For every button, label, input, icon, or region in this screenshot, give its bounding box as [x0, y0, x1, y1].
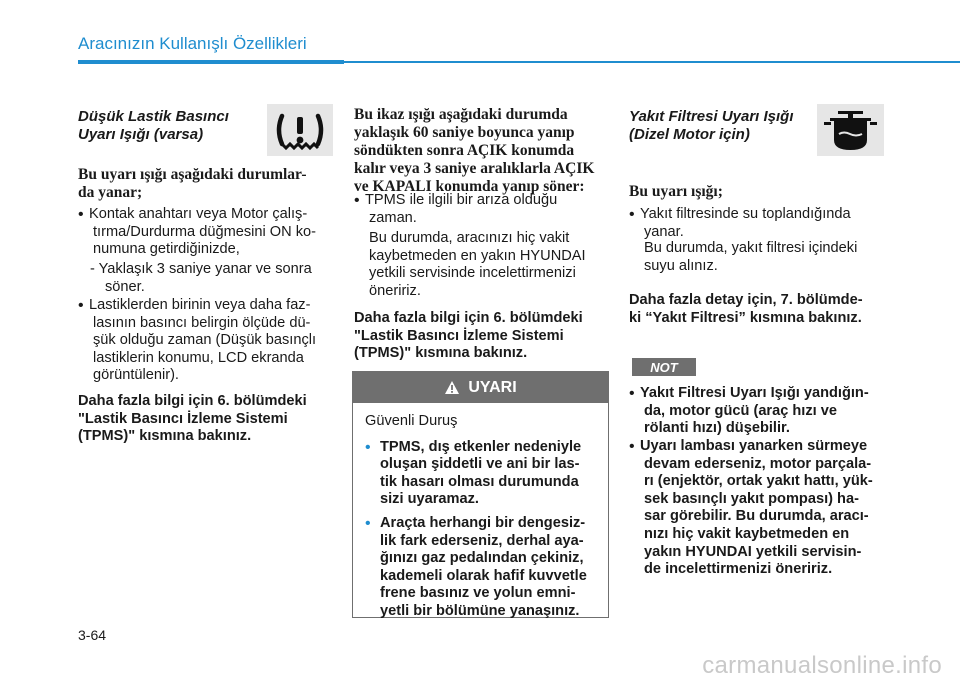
text-line: Daha fazla bilgi için 6. bölümdeki	[78, 393, 307, 409]
text-line: ki “Yakıt Filtresi” kısmına bakınız.	[629, 309, 862, 326]
bullet-tpms-malfunction	[354, 192, 608, 227]
paragraph-dealer	[369, 230, 608, 300]
bullet-dot: •	[78, 297, 84, 314]
text-line: Daha fazla detay için, 7. bölümde-	[629, 292, 863, 308]
sub-item-three-seconds	[90, 261, 334, 296]
text-line: kalır veya 3 saniye aralıklarla AÇIK	[354, 160, 595, 177]
text-line: kademeli olarak hafif kuvvetle	[380, 567, 587, 584]
text-line: rölanti hızı) düşebilir.	[644, 420, 790, 437]
tire-pressure-warning-icon	[267, 104, 333, 156]
more-info-fuel-filter	[629, 292, 885, 327]
text-line: öneririz.	[369, 282, 421, 299]
bullet-low-tire	[78, 297, 334, 385]
text-line: Daha fazla bilgi için 6. bölümdeki	[354, 310, 583, 326]
more-info-tpms	[354, 310, 608, 363]
bullet-dot: •	[365, 514, 371, 532]
text-line: yaklaşık 60 saniye boyunca yanıp	[354, 124, 575, 141]
text-line: zaman.	[369, 209, 417, 226]
text-line: Bu ikaz ışığı aşağıdaki durumda	[354, 106, 568, 123]
text-line: yakın HYUNDAI yetkili servisin-	[644, 543, 862, 560]
text-line: nızı hiç vakit kaybetmeden en	[644, 525, 850, 542]
page-number: 3-64	[78, 627, 107, 643]
section-title-line: (Dizel Motor için)	[629, 126, 750, 143]
warning-bullet-tpms-limit	[365, 439, 598, 509]
text-line: Araçta herhangi bir dengesiz-	[380, 514, 586, 531]
paragraph-drain-water	[644, 240, 885, 275]
intro-paragraph	[78, 166, 334, 202]
text-line: kaybetmeden en yakın HYUNDAI	[369, 247, 586, 264]
text-line: Bu durumda, aracınızı hiç vakit	[369, 230, 570, 246]
note-bullet-power-drop	[629, 385, 885, 438]
text-line: yetli bir bölümüne yanaşınız.	[380, 602, 580, 619]
text-line: devam ederseniz, motor parçala-	[644, 455, 872, 472]
text-line: lasının basıncı belirgin ölçüde dü-	[93, 314, 311, 331]
text-line: söner.	[105, 278, 145, 295]
bullet-dot: •	[629, 385, 635, 402]
bullet-dot: •	[629, 206, 635, 223]
warning-subtitle: Güvenli Duruş	[365, 413, 458, 429]
text-line: "Lastik Basıncı İzleme Sistemi	[78, 410, 288, 427]
header-rule-thick	[78, 60, 344, 64]
section-title-line: Düşük Lastik Basıncı	[78, 108, 229, 125]
text-line: Bu durumda, yakıt filtresi içindeki	[644, 240, 858, 256]
warning-bullet-instability	[365, 515, 598, 621]
section-title-line: Uyarı Işığı (varsa)	[78, 126, 204, 143]
text-line: TPMS, dış etkenler nedeniyle	[380, 438, 582, 455]
text-line: şük olduğu zaman (Düşük basınçlı	[93, 332, 317, 349]
text-line: Yakıt Filtresi Uyarı Işığı yandığın-	[640, 385, 869, 401]
text-line: rı (enjektör, ortak yakıt hattı, yük-	[644, 473, 873, 490]
text-line: frene basınız ve yolun emni-	[380, 585, 576, 602]
text-line: "Lastik Basıncı İzleme Sistemi	[354, 327, 564, 344]
text-line: Uyarı lambası yanarken sürmeye	[640, 438, 868, 454]
text-line: tırma/Durdurma düğmesini ON ko-	[93, 223, 317, 240]
text-line: TPMS ile ilgili bir arıza olduğu	[365, 192, 558, 208]
section-title-line: Yakıt Filtresi Uyarı Işığı	[629, 108, 794, 125]
fuel-filter-warning-icon	[817, 104, 884, 156]
bullet-dot: •	[354, 192, 360, 209]
text-line: Kontak anahtarı veya Motor çalış-	[89, 206, 308, 222]
text-line: da yanar;	[78, 184, 143, 201]
text-line: sizi uyaramaz.	[380, 491, 479, 508]
section-title-low-tire-pressure	[78, 108, 229, 144]
text-line: yetkili servisinde incelettirmenizi	[369, 265, 576, 282]
text-line: (TPMS)" kısmına bakınız.	[78, 428, 252, 445]
note-badge: NOT	[632, 358, 696, 376]
intro-paragraph	[354, 106, 608, 196]
watermark: carmanualsonline.info	[702, 652, 942, 679]
warning-box	[352, 371, 609, 618]
text-line: suyu alınız.	[644, 257, 718, 274]
text-line: sek basınçlı yakıt pompası) ha-	[644, 490, 859, 507]
text-line: ve KAPALI konumda yanıp söner:	[354, 178, 585, 195]
bullet-dot: •	[365, 438, 371, 456]
text-line: Lastiklerden birinin veya daha faz-	[89, 297, 311, 313]
bullet-water-in-filter	[629, 206, 885, 241]
text-line: Yakıt filtresinde su toplandığında	[640, 206, 851, 222]
bullet-dot: •	[629, 438, 635, 455]
text-line: de incelettirmenizi öneririz.	[644, 561, 833, 578]
text-line: lastiklerin konumu, LCD ekranda	[93, 349, 304, 366]
section-title-fuel-filter	[629, 108, 794, 144]
bullet-ignition-on	[78, 206, 334, 259]
text-line: söndükten sonra AÇIK konumda	[354, 142, 575, 159]
note-bullet-engine-damage	[629, 438, 885, 579]
header-rule-thin	[344, 61, 960, 63]
bullet-dot: •	[78, 206, 84, 223]
text-line: Bu uyarı ışığı aşağıdaki durumlar-	[78, 166, 307, 183]
text-line: yanar.	[644, 223, 684, 240]
warning-label: UYARI	[468, 378, 517, 396]
text-line: tik hasarı olması durumunda	[380, 473, 579, 490]
text-line: numuna getirdiğinizde,	[93, 241, 240, 258]
warning-header	[353, 372, 608, 403]
text-line: ğınızı gaz pedalından çekiniz,	[380, 550, 584, 567]
text-line: oluşan şiddetli ve ani bir las-	[380, 456, 580, 473]
text-line: - Yaklaşık 3 saniye yanar ve sonra	[90, 261, 312, 277]
text-line: görüntülenir).	[93, 367, 179, 384]
text-line: sar görebilir. Bu durumda, aracı-	[644, 508, 869, 525]
intro-text: Bu uyarı ışığı;	[629, 183, 723, 200]
text-line: (TPMS)" kısmına bakınız.	[354, 345, 528, 362]
warning-triangle-icon	[444, 380, 460, 395]
text-line: da, motor gücü (araç hızı ve	[644, 402, 838, 419]
text-line: lik fark ederseniz, derhal aya-	[380, 532, 584, 549]
more-info-tpms	[78, 393, 334, 446]
page-header-title: Aracınızın Kullanışlı Özellikleri	[78, 34, 307, 53]
